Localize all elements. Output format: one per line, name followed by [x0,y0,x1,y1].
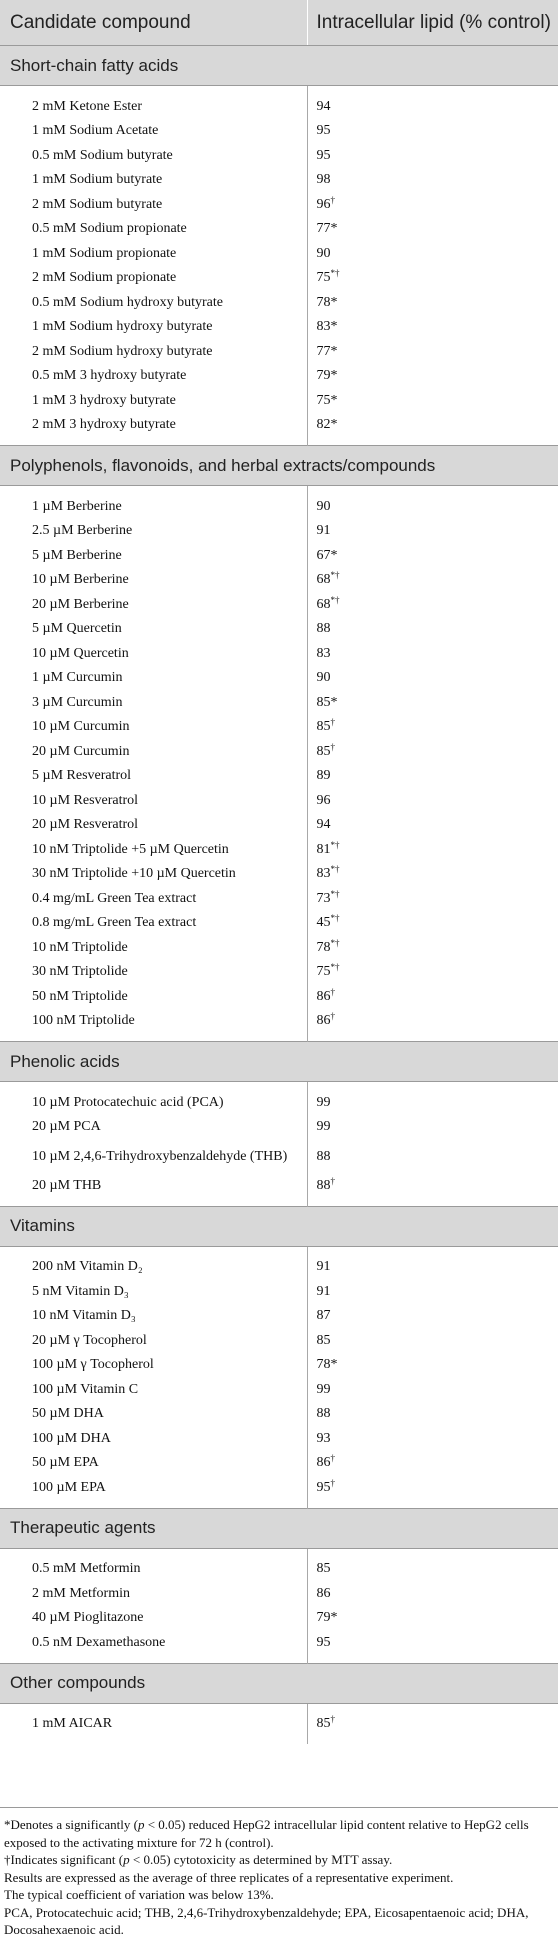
lipid-value-cell [307,764,558,789]
lipid-value: 87 [316,1308,331,1324]
compound-name: 10 nM Vitamin D₃ [32,1308,136,1324]
compound-name: 5 µM Berberine [32,547,122,563]
table-row [0,984,558,1009]
lipid-value-cell [307,1475,558,1508]
table-row [0,241,558,266]
section-title: Short-chain fatty acids [0,46,558,86]
compound-name: 10 µM Resveratrol [32,792,139,808]
table-row [0,388,558,413]
significance-mark: † [330,1011,335,1022]
significance-mark: † [330,1477,335,1488]
lipid-value-cell [307,984,558,1009]
lipid-value-cell [307,911,558,936]
lipid-value-cell [307,168,558,193]
compound-name: 0.5 mM Sodium propionate [32,221,187,237]
table-row [0,666,558,691]
lipid-value: 90 [316,245,331,261]
footnote-text: *Denotes a significantly ( [4,1817,138,1832]
lipid-value: 67* [316,547,338,563]
compound-name: 100 nM Triptolide [32,1013,135,1029]
compound-name: 20 µM Berberine [32,596,129,612]
section-header-row [0,1663,558,1703]
lipid-value: 86 [316,1013,331,1029]
significance-mark: † [330,717,335,728]
compound-name: 10 nM Triptolide [32,939,128,955]
table-row [0,413,558,446]
lipid-value-cell [307,1377,558,1402]
section-title: Therapeutic agents [0,1508,558,1548]
significance-mark: *† [330,268,340,279]
compound-name: 0.5 mM 3 hydroxy butyrate [32,368,187,384]
lipid-value-cell [307,1630,558,1663]
lipid-value: 96 [316,196,331,212]
table-row [0,813,558,838]
compound-name: 20 µM PCA [32,1119,101,1135]
footnote-text: †Indicates significant ( [4,1852,124,1867]
significance-mark: *† [330,570,340,581]
lipid-value-cell [307,364,558,389]
compound-name: 10 µM 2,4,6-Trihydroxybenzaldehyde (THB) [32,1148,288,1164]
significance-mark: *† [330,913,340,924]
lipid-value: 83 [316,645,331,661]
compound-name: 50 µM DHA [32,1406,104,1422]
section-header-row [0,1206,558,1246]
compound-name: 0.8 mg/mL Green Tea extract [32,915,197,931]
lipid-value-cell [307,1173,558,1206]
lipid-value-cell [307,413,558,446]
table-row [0,486,558,519]
table-row [0,1328,558,1353]
footer-divider [0,1807,558,1808]
compound-name: 20 µM γ Tocopherol [32,1332,147,1348]
compound-name: 30 nM Triptolide +10 µM Quercetin [32,866,236,882]
table-row [0,168,558,193]
lipid-value: 78* [316,1357,338,1373]
compound-name: 2 mM Sodium propionate [32,270,177,286]
compound-name: 40 µM Pioglitazone [32,1610,144,1626]
lipid-value-cell [307,788,558,813]
significance-mark: *† [330,937,340,948]
compound-name: 0.5 mM Sodium hydroxy butyrate [32,294,223,310]
lipid-value: 93 [316,1430,331,1446]
compound-name: 1 mM Sodium hydroxy butyrate [32,319,213,335]
table-row [0,592,558,617]
footnote-cytotoxicity [4,1851,552,1869]
compound-name: 20 µM THB [32,1177,102,1193]
lipid-value-cell [307,119,558,144]
table-header-row [0,0,558,46]
table-row [0,1139,558,1173]
table-row [0,1581,558,1606]
lipid-value: 85 [316,1332,331,1348]
significance-mark: † [330,1453,335,1464]
lipid-value: 77* [316,343,338,359]
lipid-value: 96 [316,792,331,808]
table-row [0,192,558,217]
lipid-value-cell [307,388,558,413]
footnote-text: < 0.05) reduced HepG2 intracellular lipid content relative to HepG2 cells exposed to the activating mixture for 72 h (control). [4,1817,529,1850]
lipid-value-cell [307,862,558,887]
table-row [0,1451,558,1476]
table-row [0,119,558,144]
lipid-value: 91 [316,523,331,539]
compound-name: 2 mM Metformin [32,1585,130,1601]
footnote-replicates: Results are expressed as the average of three replicates of a representative experiment. [4,1869,454,1885]
significance-mark: † [330,741,335,752]
compound-name: 10 nM Triptolide +5 µM Quercetin [32,841,229,857]
lipid-value-cell [307,1115,558,1140]
lipid-value: 91 [316,1283,331,1299]
table-row [0,364,558,389]
lipid-value-cell [307,192,558,217]
lipid-value: 88 [316,1177,331,1193]
compound-name: 2 mM Sodium hydroxy butyrate [32,343,213,359]
compound-name: 5 µM Resveratrol [32,768,132,784]
footnote-variation: The typical coefficient of variation was below 13%. [4,1887,274,1902]
compound-name: 1 µM Curcumin [32,670,123,686]
compound-name: 50 µM EPA [32,1455,99,1471]
compound-name: 1 mM Sodium propionate [32,245,177,261]
lipid-value: 75 [316,270,331,286]
compound-name: 5 nM Vitamin D₃ [32,1283,129,1299]
section-title: Phenolic acids [0,1042,558,1082]
table-row [0,1246,558,1279]
lipid-value-cell [307,1304,558,1329]
table-body [0,46,558,1745]
lipid-value: 86 [316,1455,331,1471]
lipid-value-cell [307,886,558,911]
lipid-value-cell [307,739,558,764]
lipid-value: 75 [316,964,331,980]
lipid-value-cell [307,935,558,960]
lipid-value-cell [307,641,558,666]
lipid-value-cell [307,960,558,985]
lipid-value: 83* [316,319,338,335]
compound-name: 1 mM 3 hydroxy butyrate [32,392,176,408]
compound-name: 100 µM EPA [32,1479,106,1495]
compound-name: 10 µM Quercetin [32,645,129,661]
compound-name: 2 mM Ketone Ester [32,98,143,114]
lipid-value-cell [307,1581,558,1606]
lipid-value-cell [307,1082,558,1115]
lipid-value-cell [307,290,558,315]
table-row [0,1630,558,1663]
lipid-value: 86 [316,1585,331,1601]
footnote-p: p [123,1852,130,1867]
significance-mark: *† [330,888,340,899]
table-row [0,266,558,291]
lipid-value: 99 [316,1119,331,1135]
lipid-value-cell [307,315,558,340]
compound-name: 2.5 µM Berberine [32,523,133,539]
compound-name: 0.5 mM Sodium butyrate [32,147,173,163]
table-footnotes [4,1816,552,1939]
table-row [0,1173,558,1206]
table-row [0,1703,558,1744]
table-row [0,315,558,340]
section-header-row [0,446,558,486]
table-row [0,1115,558,1140]
lipid-value-cell [307,1451,558,1476]
compound-name: 2 mM 3 hydroxy butyrate [32,417,176,433]
table-row [0,911,558,936]
table-row [0,641,558,666]
lipid-value: 79* [316,368,338,384]
table-row [0,339,558,364]
lipid-value-cell [307,86,558,119]
compound-name: 1 mM Sodium butyrate [32,172,163,188]
table-row [0,1009,558,1042]
lipid-value: 90 [316,670,331,686]
table-row [0,1304,558,1329]
lipid-value-cell [307,217,558,242]
significance-mark: † [330,194,335,205]
table-row [0,715,558,740]
lipid-value: 85* [316,694,338,710]
table-row [0,935,558,960]
table-row [0,1475,558,1508]
table-row [0,1082,558,1115]
footnote-text: < 0.05) cytotoxicity as determined by MTT assay. [129,1852,393,1867]
table-row [0,543,558,568]
table-row [0,290,558,315]
lipid-value: 85 [316,1716,331,1732]
lipid-value-cell [307,486,558,519]
section-header-row [0,1508,558,1548]
lipid-value: 88 [316,621,331,637]
compound-name: 2 mM Sodium butyrate [32,196,163,212]
section-title: Polyphenols, flavonoids, and herbal extracts/compounds [0,446,558,486]
table-row [0,1548,558,1581]
compound-name: 10 µM Berberine [32,572,129,588]
compound-name: 5 µM Quercetin [32,621,122,637]
lipid-value-cell [307,1426,558,1451]
lipid-value-cell [307,266,558,291]
lipid-value: 79* [316,1610,338,1626]
table-row [0,862,558,887]
lipid-value-cell [307,1548,558,1581]
table-row [0,764,558,789]
compound-name: 0.5 mM Metformin [32,1561,141,1577]
lipid-value: 88 [316,1406,331,1422]
significance-mark: *† [330,864,340,875]
lipid-value: 75* [316,392,338,408]
lipid-value: 45 [316,915,331,931]
lipid-value-cell [307,519,558,544]
lipid-value-cell [307,837,558,862]
table-row [0,690,558,715]
lipid-value: 98 [316,172,331,188]
lipid-value: 68 [316,572,331,588]
table-row [0,86,558,119]
lipid-value: 99 [316,1094,331,1110]
section-title: Other compounds [0,1663,558,1703]
compound-name: 1 mM AICAR [32,1716,113,1732]
footnote-significance [4,1816,552,1851]
lipid-value: 95 [316,1479,331,1495]
compound-name: 100 µM DHA [32,1430,111,1446]
compound-name: 100 µM γ Tocopherol [32,1357,154,1373]
header-intracellular-lipid: Intracellular lipid (% control) [307,0,558,46]
lipid-value: 85 [316,743,331,759]
lipid-value-cell [307,1246,558,1279]
section-title: Vitamins [0,1206,558,1246]
lipid-value: 91 [316,1259,331,1275]
lipid-value: 68 [316,596,331,612]
lipid-value: 94 [316,98,331,114]
compound-name: 50 nM Triptolide [32,988,128,1004]
lipid-value: 83 [316,866,331,882]
table-row [0,1402,558,1427]
table-row [0,1606,558,1631]
lipid-value-cell [307,143,558,168]
compound-name: 0.5 nM Dexamethasone [32,1634,166,1650]
significance-mark: † [330,1175,335,1186]
significance-mark: † [330,986,335,997]
lipid-value-cell [307,813,558,838]
lipid-value: 95 [316,123,331,139]
table-row [0,886,558,911]
lipid-value: 85 [316,719,331,735]
lipid-value-cell [307,617,558,642]
significance-mark: *† [330,839,340,850]
lipid-value-cell [307,1353,558,1378]
table-row [0,739,558,764]
lipid-value: 95 [316,1634,331,1650]
lipid-value: 88 [316,1148,331,1164]
lipid-value-cell [307,568,558,593]
lipid-value: 90 [316,498,331,514]
section-header-row [0,46,558,86]
compound-name: 10 µM Protocatechuic acid (PCA) [32,1094,224,1110]
table-row [0,837,558,862]
lipid-value-cell [307,1402,558,1427]
table-row [0,1426,558,1451]
lipid-value: 94 [316,817,331,833]
lipid-value: 77* [316,221,338,237]
lipid-value: 86 [316,988,331,1004]
compound-name: 100 µM Vitamin C [32,1381,139,1397]
lipid-value: 81 [316,841,331,857]
lipid-value: 78* [316,294,338,310]
lipid-value-cell [307,715,558,740]
table-row [0,1353,558,1378]
compound-name: 1 µM Berberine [32,498,122,514]
table-row [0,617,558,642]
lipid-value-cell [307,1606,558,1631]
lipid-value-cell [307,592,558,617]
lipid-value-cell [307,1703,558,1744]
compound-name: 20 µM Curcumin [32,743,130,759]
lipid-value: 95 [316,147,331,163]
compound-name: 30 nM Triptolide [32,964,128,980]
lipid-value-cell [307,241,558,266]
lipid-value-cell [307,543,558,568]
table-row [0,217,558,242]
table-row [0,1279,558,1304]
footnote-p: p [137,1817,145,1832]
table-row [0,788,558,813]
table-row [0,960,558,985]
lipid-value: 99 [316,1381,331,1397]
lipid-value: 78 [316,939,331,955]
table-row [0,519,558,544]
lipid-value: 82* [316,417,338,433]
table-row [0,568,558,593]
footnote-abbreviations: PCA, Protocatechuic acid; THB, 2,4,6-Trihydroxybenzaldehyde; EPA, Eicosapentaenoic acid; DHA, Docosahexaenoic acid. [4,1904,529,1937]
table-row [0,143,558,168]
table-row [0,1377,558,1402]
compound-name: 1 mM Sodium Acetate [32,123,159,139]
lipid-value-cell [307,1279,558,1304]
lipid-value-cell [307,666,558,691]
lipid-value-cell [307,1009,558,1042]
lipid-value: 85 [316,1561,331,1577]
significance-mark: † [330,1714,335,1725]
compound-name: 20 µM Resveratrol [32,817,139,833]
lipid-value-cell [307,339,558,364]
compound-name: 200 nM Vitamin D₂ [32,1259,143,1275]
lipid-value: 73 [316,890,331,906]
compound-name: 10 µM Curcumin [32,719,130,735]
significance-mark: *† [330,594,340,605]
lipid-value-cell [307,1139,558,1173]
lipid-value-cell [307,1328,558,1353]
lipid-value-cell [307,690,558,715]
header-candidate-compound: Candidate compound [0,0,307,46]
significance-mark: *† [330,962,340,973]
lipid-value: 89 [316,768,331,784]
compound-name: 3 µM Curcumin [32,694,123,710]
compound-name: 0.4 mg/mL Green Tea extract [32,890,197,906]
section-header-row [0,1042,558,1082]
